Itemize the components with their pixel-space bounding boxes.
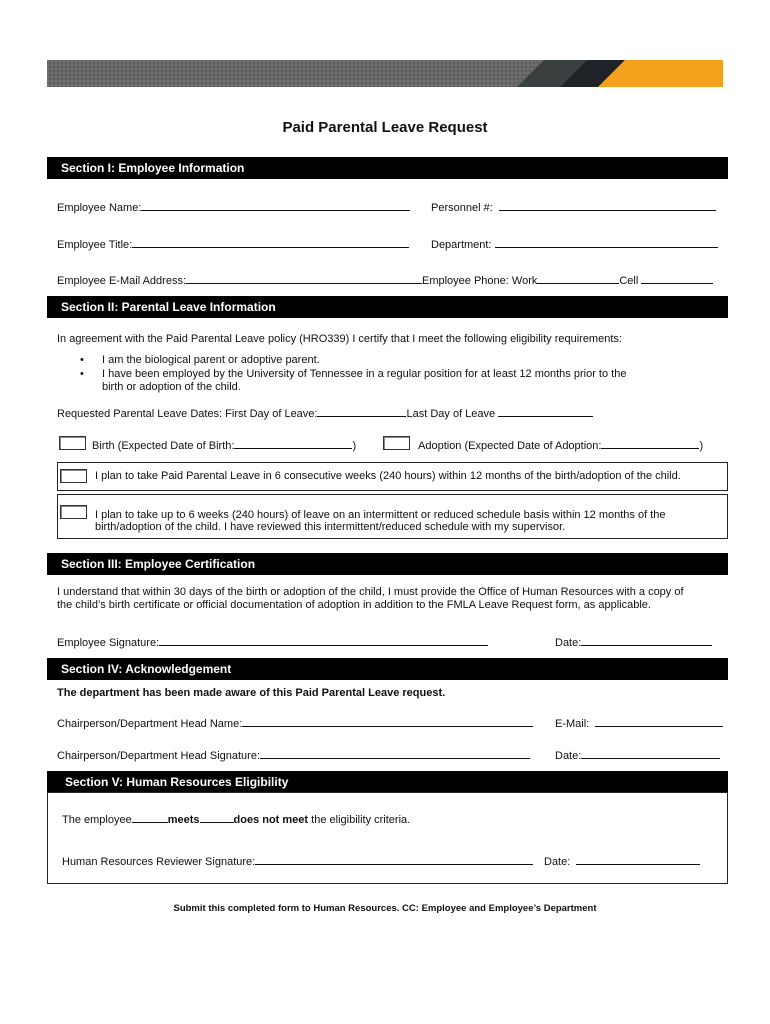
hr-eligibility-box bbox=[47, 792, 728, 884]
employee-title-row bbox=[57, 236, 409, 251]
certification-text-2: the child’s birth certificate or official documentation of adoption in addition to the FMLA Leave Request form, as applicable. bbox=[57, 599, 651, 611]
certification-text-1: I understand that within 30 days of the birth or adoption of the child, I must provide the Office of Human Resources with a copy of bbox=[57, 586, 684, 598]
consecutive-option-text: I plan to take Paid Parental Leave in 6 consecutive weeks (240 hours) within 12 months of the birth/adoption of the child. bbox=[95, 470, 681, 482]
reviewer-signature-field[interactable] bbox=[255, 853, 533, 865]
adoption-checkbox[interactable] bbox=[383, 436, 410, 450]
employee-name-field[interactable] bbox=[141, 199, 410, 211]
personnel-field[interactable] bbox=[499, 199, 716, 211]
consecutive-checkbox[interactable] bbox=[60, 469, 87, 483]
birth-date-field[interactable] bbox=[234, 437, 352, 449]
department-label: Department: bbox=[431, 239, 492, 251]
section-2-heading: Section II: Parental Leave Information bbox=[47, 296, 728, 318]
head-name-field[interactable] bbox=[242, 715, 533, 727]
first-day-label: Requested Parental Leave Dates: First Day of Leave: bbox=[57, 408, 318, 420]
birth-close-paren: ) bbox=[352, 440, 357, 452]
footer-instruction: Submit this completed form to Human Resources. CC: Employee and Employee’s Department bbox=[173, 903, 597, 914]
last-day-field[interactable] bbox=[498, 405, 593, 417]
personnel-label: Personnel #: bbox=[431, 202, 493, 214]
employee-title-label: Employee Title: bbox=[57, 239, 133, 251]
head-signature-label: Chairperson/Department Head Signature: bbox=[57, 750, 261, 762]
page-title: Paid Parental Leave Request bbox=[282, 119, 488, 136]
intermittent-option-line1: I plan to take up to 6 weeks (240 hours) of leave on an intermittent or reduced schedule basis within 12 months of the bbox=[95, 509, 666, 521]
adoption-date-field[interactable] bbox=[601, 437, 699, 449]
employee-signature-label: Employee Signature: bbox=[57, 637, 160, 649]
personnel-row bbox=[431, 199, 716, 214]
head-email-field[interactable] bbox=[595, 715, 723, 727]
adoption-close-paren: ) bbox=[699, 440, 704, 452]
employee-date-row bbox=[555, 634, 712, 649]
does-not-meet-label: does not meet bbox=[233, 814, 309, 826]
eligibility-decision-row bbox=[62, 811, 410, 826]
employee-date-field[interactable] bbox=[581, 634, 712, 646]
birth-row bbox=[92, 437, 356, 452]
head-name-row bbox=[57, 715, 533, 730]
section-3-heading: Section III: Employee Certification bbox=[47, 553, 728, 575]
head-email-row bbox=[555, 715, 723, 730]
employee-label: The employee bbox=[62, 814, 132, 826]
email-phone-row bbox=[57, 272, 713, 287]
section-4-heading: Section IV: Acknowledgement bbox=[47, 658, 728, 680]
meets-field[interactable] bbox=[132, 811, 168, 823]
adoption-label: Adoption (Expected Date of Adoption: bbox=[418, 440, 602, 452]
department-row bbox=[431, 236, 718, 251]
eligibility-list bbox=[80, 353, 626, 381]
head-date-row bbox=[555, 747, 720, 762]
last-day-label: Last Day of Leave bbox=[406, 408, 496, 420]
first-day-field[interactable] bbox=[317, 405, 406, 417]
reviewer-date-row bbox=[544, 853, 700, 868]
employee-name-row bbox=[57, 199, 410, 214]
email-label: Employee E-Mail Address: bbox=[57, 275, 186, 287]
phone-work-label: Employee Phone: Work bbox=[422, 275, 538, 287]
eligibility-intro: In agreement with the Paid Parental Leave policy (HRO339) I certify that I meet the following eligibility requirements: bbox=[57, 333, 622, 345]
reviewer-date-field[interactable] bbox=[576, 853, 700, 865]
acknowledgement-text: The department has been made aware of this Paid Parental Leave request. bbox=[57, 687, 446, 699]
eligibility-item-continued: birth or adoption of the child. bbox=[102, 381, 241, 393]
leave-dates-row bbox=[57, 405, 593, 420]
intermittent-option-line2: birth/adoption of the child. I have reviewed this intermittent/reduced schedule with my supervisor. bbox=[95, 521, 566, 533]
head-date-label: Date: bbox=[555, 750, 582, 762]
reviewer-signature-label: Human Resources Reviewer Signature: bbox=[62, 856, 256, 868]
criteria-label: the eligibility criteria. bbox=[311, 814, 411, 826]
birth-checkbox[interactable] bbox=[59, 436, 86, 450]
intermittent-checkbox[interactable] bbox=[60, 505, 87, 519]
head-signature-row bbox=[57, 747, 530, 762]
meets-label: meets bbox=[167, 814, 200, 826]
employee-date-label: Date: bbox=[555, 637, 582, 649]
head-date-field[interactable] bbox=[581, 747, 720, 759]
eligibility-item: • I have been employed by the University of Tennessee in a regular position for at least 12 months prior to the bbox=[80, 367, 626, 381]
phone-work-field[interactable] bbox=[537, 272, 619, 284]
email-field[interactable] bbox=[186, 272, 422, 284]
reviewer-date-label: Date: bbox=[544, 856, 571, 868]
cell-label: Cell bbox=[619, 275, 639, 287]
section-5-heading: Section V: Human Resources Eligibility bbox=[47, 771, 728, 793]
head-email-label: E-Mail: bbox=[555, 718, 590, 730]
employee-name-label: Employee Name: bbox=[57, 202, 142, 214]
employee-signature-field[interactable] bbox=[159, 634, 488, 646]
acknowledgement-statement bbox=[57, 687, 445, 699]
reviewer-signature-row bbox=[62, 853, 533, 868]
section-1-heading: Section I: Employee Information bbox=[47, 157, 728, 179]
header-banner bbox=[47, 60, 723, 87]
department-field[interactable] bbox=[495, 236, 718, 248]
employee-title-field[interactable] bbox=[132, 236, 409, 248]
head-signature-field[interactable] bbox=[260, 747, 530, 759]
cell-field[interactable] bbox=[641, 272, 713, 284]
does-not-meet-field[interactable] bbox=[200, 811, 234, 823]
employee-signature-row bbox=[57, 634, 488, 649]
adoption-row bbox=[418, 437, 703, 452]
eligibility-item: • I am the biological parent or adoptive parent. bbox=[80, 353, 626, 367]
birth-label: Birth (Expected Date of Birth: bbox=[92, 440, 235, 452]
head-name-label: Chairperson/Department Head Name: bbox=[57, 718, 243, 730]
